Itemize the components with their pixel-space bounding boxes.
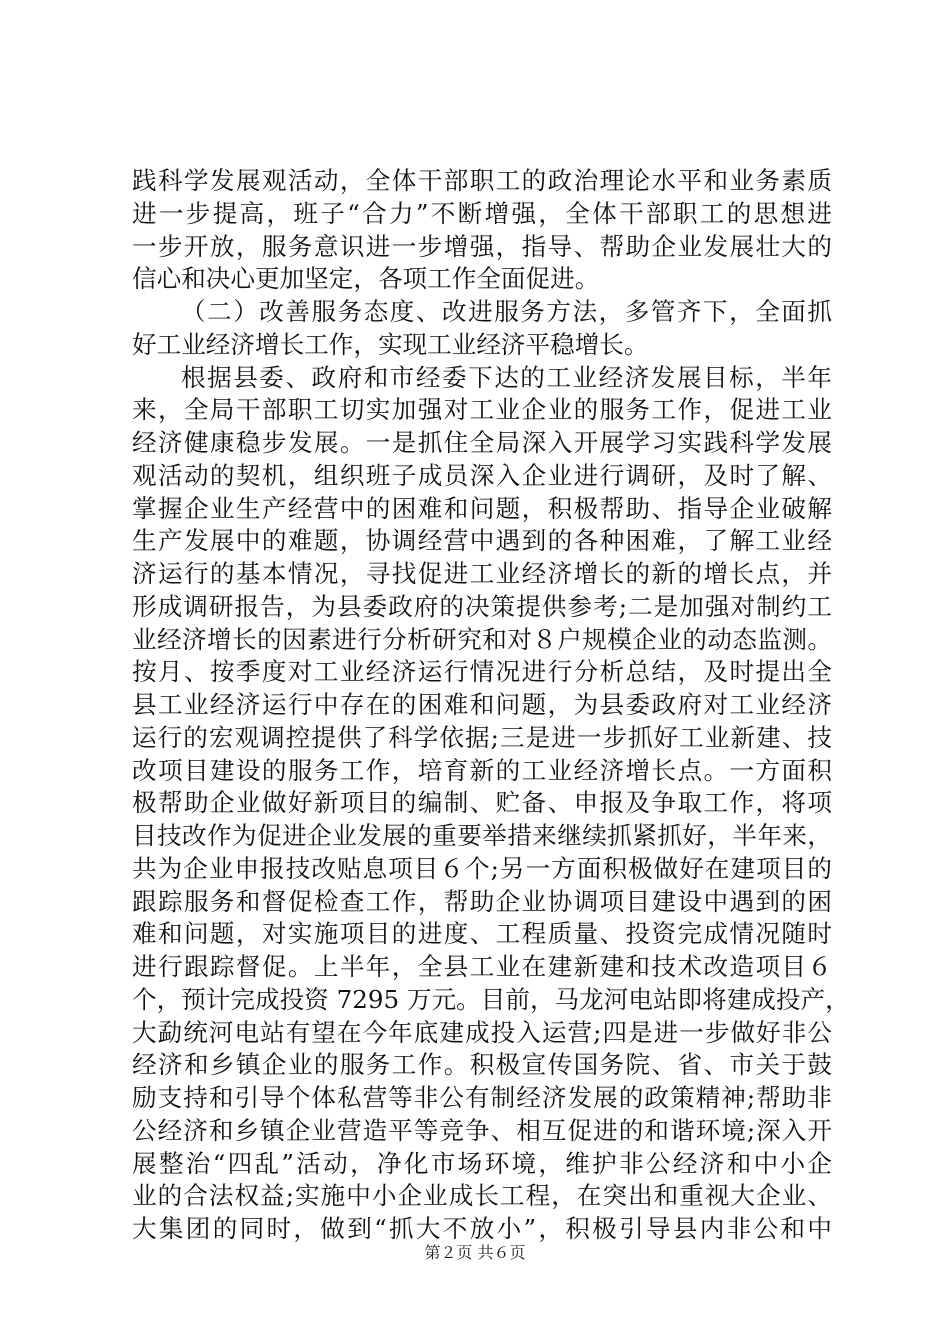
text-line: 来，全局干部职工切实加强对工业企业的服务工作，促进工业 (132, 395, 832, 425)
text-line: 公经济和乡镇企业营造平等竞争、相互促进的和谐环境;深入开 (132, 1115, 832, 1145)
text-line: 业经济增长的因素进行分析研究和对８户规模企业的动态监测。 (132, 624, 832, 654)
text-line: 大勐统河电站有望在今年底建成投入运营;四是进一步做好非公 (132, 1017, 832, 1047)
text-line: 改项目建设的服务工作，培育新的工业经济增长点。一方面积 (132, 755, 832, 785)
text-line: 好工业经济增长工作，实现工业经济平稳增长。 (132, 329, 649, 359)
document-body (132, 165, 850, 1246)
text-line: 进一步提高，班子“合力”不断增强，全体干部职工的思想进 (132, 198, 832, 228)
text-line: 观活动的契机，组织班子成员深入企业进行调研，及时了解、 (132, 460, 832, 490)
text-line: 济运行的基本情况，寻找促进工业经济增长的新的增长点，并 (132, 559, 832, 588)
text-line: 展整治“四乱”活动，净化市场环境，维护非公经济和中小企 (132, 1148, 832, 1178)
text-line: 经济和乡镇企业的服务工作。积极宣传国务院、省、市关于鼓 (132, 1050, 832, 1080)
text-line: 业的合法权益;实施中小企业成长工程，在突出和重视大企业、 (132, 1181, 832, 1211)
text-line: 运行的宏观调控提供了科学依据;三是进一步抓好工业新建、技 (132, 722, 832, 752)
text-line: 县工业经济运行中存在的困难和问题，为县委政府对工业经济 (132, 690, 832, 719)
text-line: 经济健康稳步发展。一是抓住全局深入开展学习实践科学发展 (132, 428, 832, 457)
text-line: 一步开放，服务意识进一步增强，指导、帮助企业发展壮大的 (132, 231, 832, 261)
text-line: 按月、按季度对工业经济运行情况进行分析总结，及时提出全 (132, 657, 832, 687)
text-line: 进行跟踪督促。上半年，全县工业在建新建和技术改造项目６ (132, 952, 832, 981)
text-line: 跟踪服务和督促检查工作，帮助企业协调项目建设中遇到的困 (132, 886, 832, 916)
text-line: 励支持和引导个体私营等非公有制经济发展的政策精神;帮助非 (132, 1083, 832, 1112)
text-line: 个，预计完成投资 7295 万元。目前，马龙河电站即将建成投产， (132, 984, 850, 1014)
text-line: 大集团的同时，做到“抓大不放小”，积极引导县内非公和中 (132, 1214, 832, 1243)
text-line: 掌握企业生产经营中的困难和问题，积极帮助、指导企业破解 (132, 493, 832, 523)
text-line: 生产发展中的难题，协调经营中遇到的各种困难，了解工业经 (132, 526, 832, 556)
text-line: 共为企业申报技改贴息项目６个;另一方面积极做好在建项目的 (132, 853, 832, 883)
text-line: 极帮助企业做好新项目的编制、贮备、申报及争取工作，将项 (132, 788, 832, 818)
page-number-footer: 第２页 共６页 (424, 1243, 526, 1262)
text-line: 难和问题，对实施项目的进度、工程质量、投资完成情况随时 (132, 919, 832, 949)
text-line: 目技改作为促进企业发展的重要举措来继续抓紧抓好，半年来， (132, 821, 832, 850)
text-line: （二）改善服务态度、改进服务方法，多管齐下，全面抓 (181, 297, 832, 326)
text-line: 信心和决心更加坚定，各项工作全面促进。 (132, 264, 600, 294)
text-line: 形成调研报告，为县委政府的决策提供参考;二是加强对制约工 (132, 591, 832, 621)
text-line: 践科学发展观活动，全体干部职工的政治理论水平和业务素质 (132, 166, 832, 195)
text-line: 根据县委、政府和市经委下达的工业经济发展目标，半年 (181, 362, 832, 392)
